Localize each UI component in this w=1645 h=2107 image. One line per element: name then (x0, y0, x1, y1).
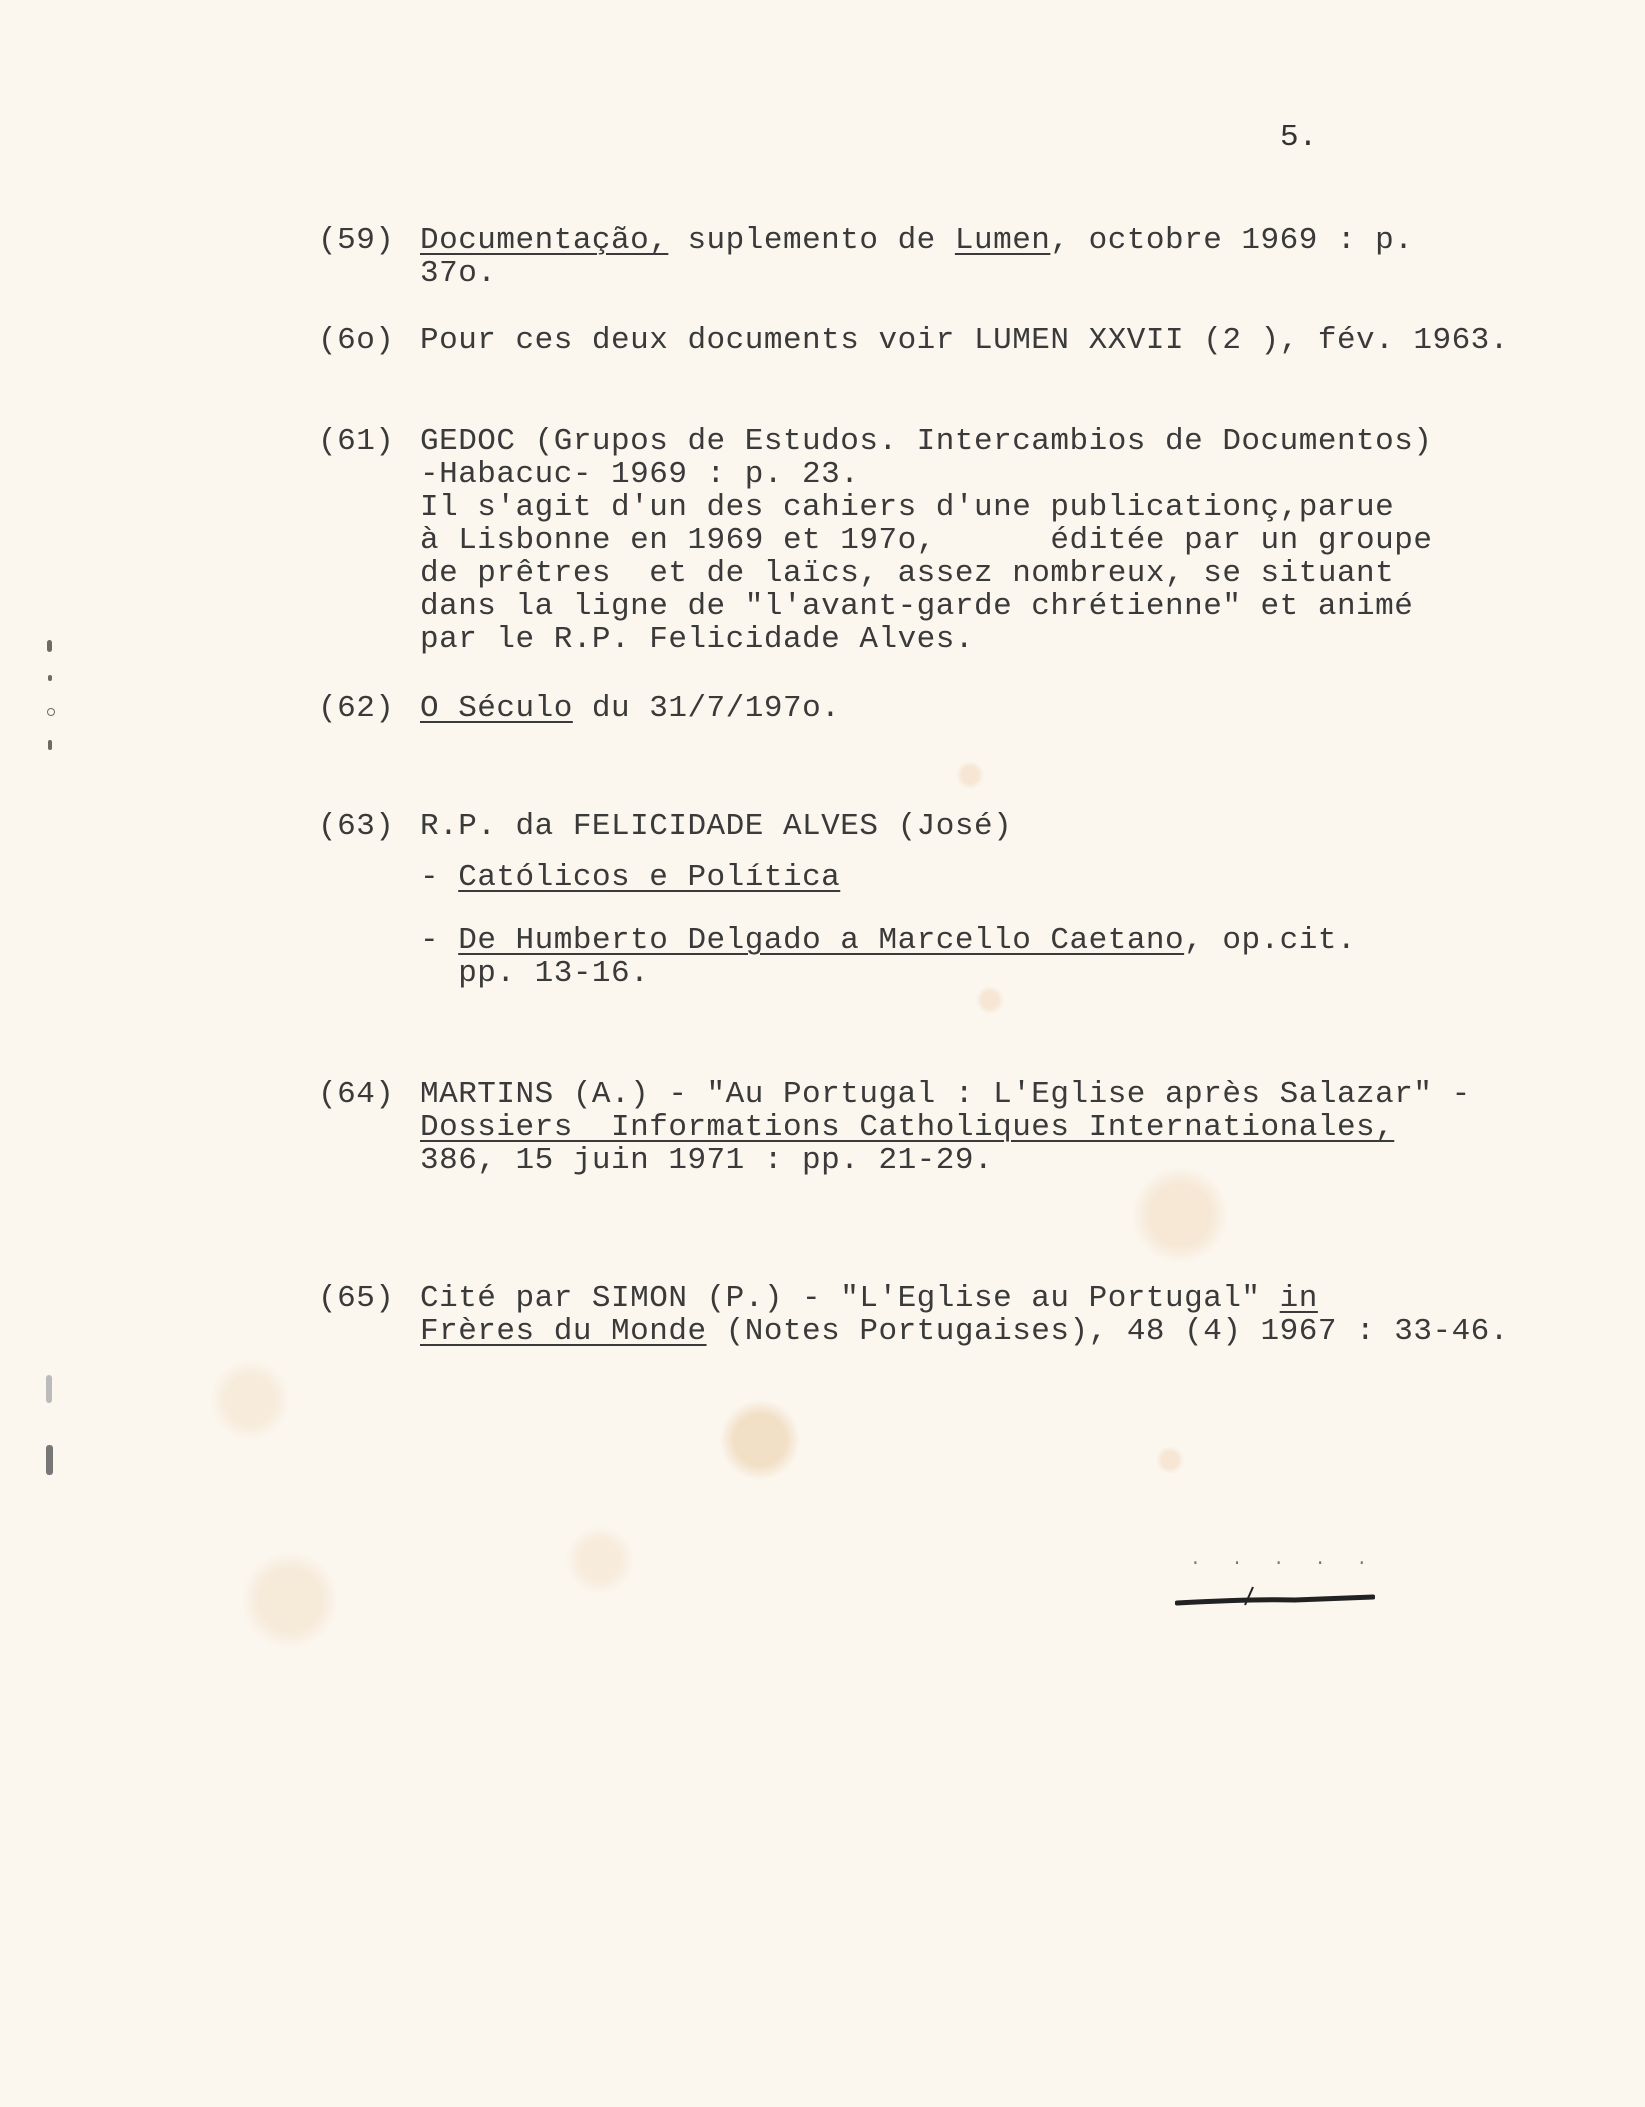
page-number: 5. (1280, 120, 1318, 155)
underlined-title: Católicos e Política (458, 860, 841, 895)
underlined-title: Lumen (954, 223, 1051, 258)
footnote-line (420, 1111, 1471, 1144)
footnote-number: (65) (318, 1281, 395, 1316)
footnote-line (420, 324, 1509, 357)
underlined-title: Dossiers Informations Catholiques Internationales, (420, 1110, 1395, 1145)
footnote-line (420, 491, 1432, 524)
underlined-title: Frères du Monde (420, 1314, 707, 1349)
text-segment: , octobre 1969 : p. (1050, 223, 1414, 258)
text-segment: Pour ces deux documents voir LUMEN XXVII (2 ), fév. 1963. (420, 323, 1509, 358)
footnote-line (420, 425, 1432, 458)
text-segment: du 31/7/197o. (572, 691, 841, 726)
footnote-number: (62) (318, 691, 395, 726)
underlined-title: Documentação, (420, 223, 669, 258)
footnote-number: (61) (318, 424, 395, 459)
text-segment: (Notes Portugaises), 48 (4) 1967 : 33-46. (706, 1314, 1509, 1349)
footnote-text (420, 692, 840, 725)
text-segment: 386, 15 juin 1971 : pp. 21-29. (420, 1143, 994, 1178)
text-segment: MARTINS (A.) - "Au Portugal : L'Eglise après Salazar" - (420, 1077, 1471, 1112)
text-segment: à Lisbonne en 1969 et 197o, éditée par un groupe (420, 523, 1433, 558)
footnote-list-item (420, 924, 1356, 990)
footnote-line (420, 692, 840, 725)
text-segment: par le R.P. Felicidade Alves. (420, 622, 974, 657)
footnote-line (420, 257, 1413, 290)
footnote-number: (59) (318, 223, 395, 258)
underlined-title: in (1279, 1281, 1318, 1316)
footnote-text (420, 324, 1509, 357)
signature-mark (1175, 1585, 1375, 1615)
footnote-line (420, 1144, 1471, 1177)
signature-dots: . . . . . (1190, 1550, 1378, 1570)
text-segment: suplemento de (668, 223, 955, 258)
text-segment: R.P. da FELICIDADE ALVES (José) (420, 809, 1013, 844)
text-segment: pp. 13-16. (420, 956, 650, 991)
footnote-line (420, 524, 1432, 557)
footnote-line (420, 590, 1432, 623)
text-segment: GEDOC (Grupos de Estudos. Intercambios de Documentos) (420, 424, 1433, 459)
text-segment: , op.cit. (1184, 923, 1357, 958)
footnote-number: (6o) (318, 323, 395, 358)
text-segment: Cité par SIMON (P.) - "L'Eglise au Portugal" (420, 1281, 1280, 1316)
underlined-title: O Século (420, 691, 573, 726)
footnote-line (420, 924, 1356, 957)
footnote-line (420, 623, 1432, 656)
footnote-text (420, 810, 1356, 990)
footnote-line (420, 957, 1356, 990)
text-segment: de prêtres et de laïcs, assez nombreux, se situant (420, 556, 1395, 591)
footnote-line (420, 458, 1432, 491)
footnote-text (420, 1282, 1509, 1348)
footnote-line (420, 1282, 1509, 1315)
footnote-line (420, 1078, 1471, 1111)
footnote-list-item (420, 861, 1356, 894)
text-segment: - (420, 860, 459, 895)
footnote-line (420, 861, 1356, 894)
footnote-text (420, 1078, 1471, 1177)
text-segment: dans la ligne de "l'avant-garde chrétienne" et animé (420, 589, 1414, 624)
underlined-title: De Humberto Delgado a Marcello Caetano (458, 923, 1185, 958)
footnote-number: (64) (318, 1077, 395, 1112)
footnote-line (420, 810, 1356, 843)
text-segment: Il s'agit d'un des cahiers d'une publicationç,parue (420, 490, 1395, 525)
text-segment: - (420, 923, 459, 958)
footnote-number: (63) (318, 809, 395, 844)
footnote-line (420, 557, 1432, 590)
text-segment: -Habacuc- 1969 : p. 23. (420, 457, 860, 492)
footnote-line (420, 1315, 1509, 1348)
footnote-text (420, 425, 1432, 656)
text-segment: 37o. (420, 256, 497, 291)
footnote-text (420, 224, 1413, 290)
footnote-line (420, 224, 1413, 257)
